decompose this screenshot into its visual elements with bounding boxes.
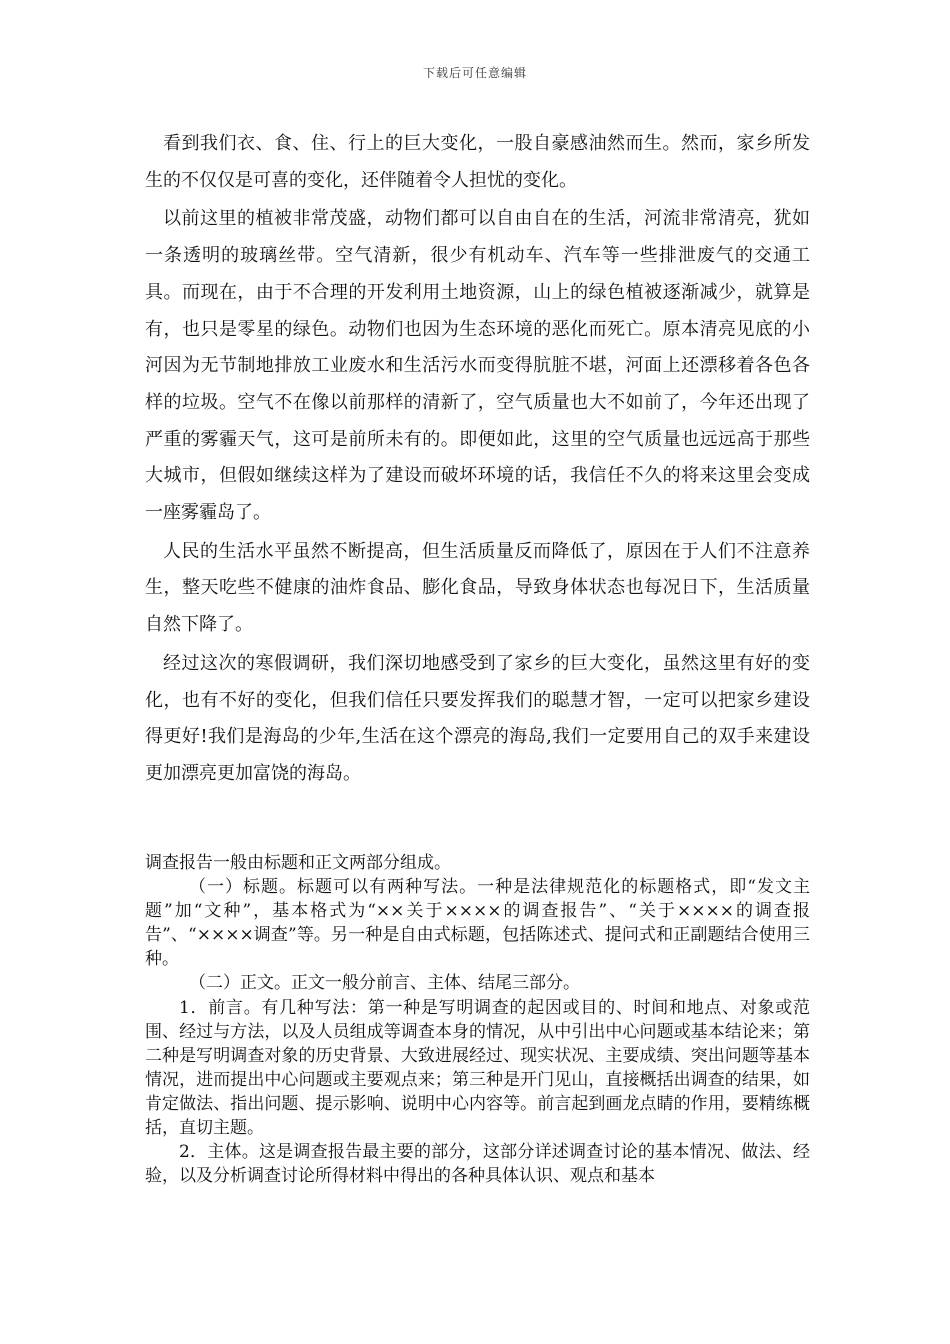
report-guide-section	[145, 851, 810, 1188]
paragraph: 看到我们衣、食、住、行上的巨大变化，一股自豪感油然而生。然而，家乡所发生的不仅仅是可喜的变化，还伴随着令人担忧的变化。	[145, 133, 810, 191]
essay-section	[145, 126, 810, 795]
main-body-paragraph: 2．主体。这是调查报告最主要的部分，这部分详述调查讨论的基本情况、做法、经验，以及分析调查讨论所得材料中得出的各种具体认识、观点和基本	[145, 1142, 810, 1187]
intro-paragraph: 调查报告一般由标题和正文两部分组成。	[145, 853, 451, 873]
paragraph: 人民的生活水平虽然不断提高，但生活质量反而降低了，原因在于人们不注意养生，整天吃些不健康的油炸食品、膨化食品，导致身体状态也每况日下，生活质量自然下降了。	[145, 540, 810, 636]
paragraph: 经过这次的寒假调研，我们深切地感受到了家乡的巨大变化，虽然这里有好的变化，也有不好的变化，但我们信任只要发挥我们的聪慧才智，一定可以把家乡建设得更好!我们是海岛的少年,生活在这个漂亮的海岛,我们一定要用自己的双手来建设更加漂亮更加富饶的海岛。	[145, 652, 810, 784]
preface-paragraph: 1．前言。有几种写法：第一种是写明调查的起因或目的、时间和地点、对象或范围、经过与方法，以及人员组成等调查本身的情况，从中引出中心问题或基本结论来；第二种是写明调查对象的历史背景、大致进展经过、现实状况、主要成绩、突出问题等基本情况，进而提出中心问题或主要观点来；第三种是开门见山，直接概括出调查的结果，如肯定做法、指出问题、提示影响、说明中心内容等。前言起到画龙点睛的作用，要精练概括，直切主题。	[145, 997, 810, 1139]
paragraph: 以前这里的植被非常茂盛，动物们都可以自由自在的生活，河流非常清亮，犹如一条透明的玻璃丝带。空气清新，很少有机动车、汽车等一些排泄废气的交通工具。而现在，由于不合理的开发利用土地资源，山上的绿色植被逐渐减少，就算是有，也只是零星的绿色。动物们也因为生态环境的恶化而死亡。原本清亮见底的小河因为无节制地排放工业废水和生活污水而变得肮脏不堪，河面上还漂移着各色各样的垃圾。空气不在像以前那样的清新了，空气质量也大不如前了，今年还出现了严重的雾霾天气，这可是前所未有的。即便如此，这里的空气质量也远远高于那些大城市，但假如继续这样为了建设而破坏环境的话，我信任不久的将来这里会变成一座雾霾岛了。	[145, 208, 810, 524]
body-paragraph: （二）正文。正文一般分前言、主体、结尾三部分。	[189, 973, 580, 994]
page-header: 下载后可任意编辑	[422, 66, 527, 80]
title-paragraph: （一）标题。标题可以有两种写法。一种是法律规范化的标题格式，即“发文主题”加“文种”，基本格式为“××关于××××的调查报告”、“关于××××的调查报告”、“××××调查”等。另一种是自由式标题，包括陈述式、提问式和正副题结合使用三种。	[145, 877, 810, 970]
